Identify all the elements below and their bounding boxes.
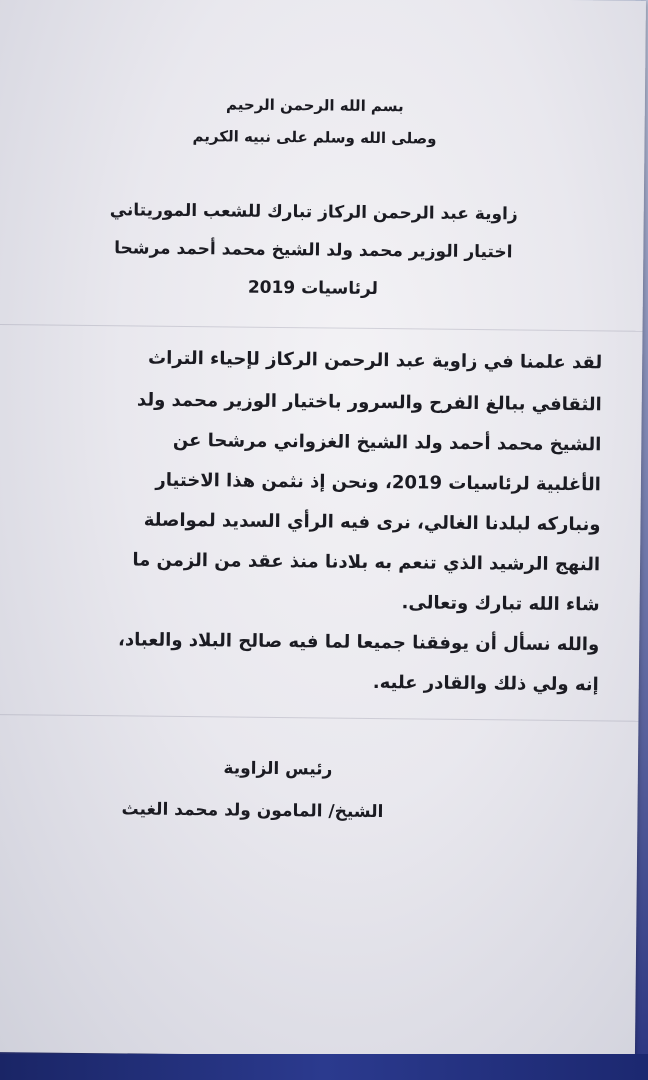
title-line-2: اختيار الوزير محمد ولد الشيخ محمد أحمد مرشحا [114,238,513,263]
body-line: الشيخ محمد أحمد ولد الشيخ الغزواني مرشحا عن [172,429,602,456]
paper-fold-line [0,324,643,332]
title-line-3: لرئاسيات 2019 [247,277,379,300]
signature-name: الشيخ/ المامون ولد محمد الغيث [121,799,384,823]
body-line: ونباركه لبلدنا الغالي، نرى فيه الرأي السديد لمواصلة [143,509,601,536]
signature-title: رئيس الزاوية [223,758,333,780]
body-line: الثقافي ببالغ الفرح والسرور باختيار الوزير محمد ولد [136,389,602,416]
body-line: شاء الله تبارك وتعالى. [401,592,600,616]
basmala: بسم الله الرحمن الرحيم [225,95,404,116]
background-strip [0,1054,648,1080]
body-line: والله نسأل أن يوفقنا جميعا لما فيه صالح البلاد والعباد، [118,629,600,656]
body-line: إنه ولي ذلك والقادر عليه. [372,671,599,696]
salat-line: وصلى الله وسلم على نبيه الكريم [192,127,437,148]
body-line: لقد علمنا في زاوية عبد الرحمن الركاز لإحياء التراث [147,347,603,374]
body-line: الأغلبية لرئاسيات 2019، ونحن إذ نثمن هذا الاختيار [155,469,602,496]
paper-fold-line [0,714,638,722]
body-line: النهج الرشيد الذي تنعم به بلادنا منذ عقد من الزمن ما [132,549,601,576]
title-line-1: زاوية عبد الرحمن الركاز تبارك للشعب الموريتاني [109,200,518,225]
